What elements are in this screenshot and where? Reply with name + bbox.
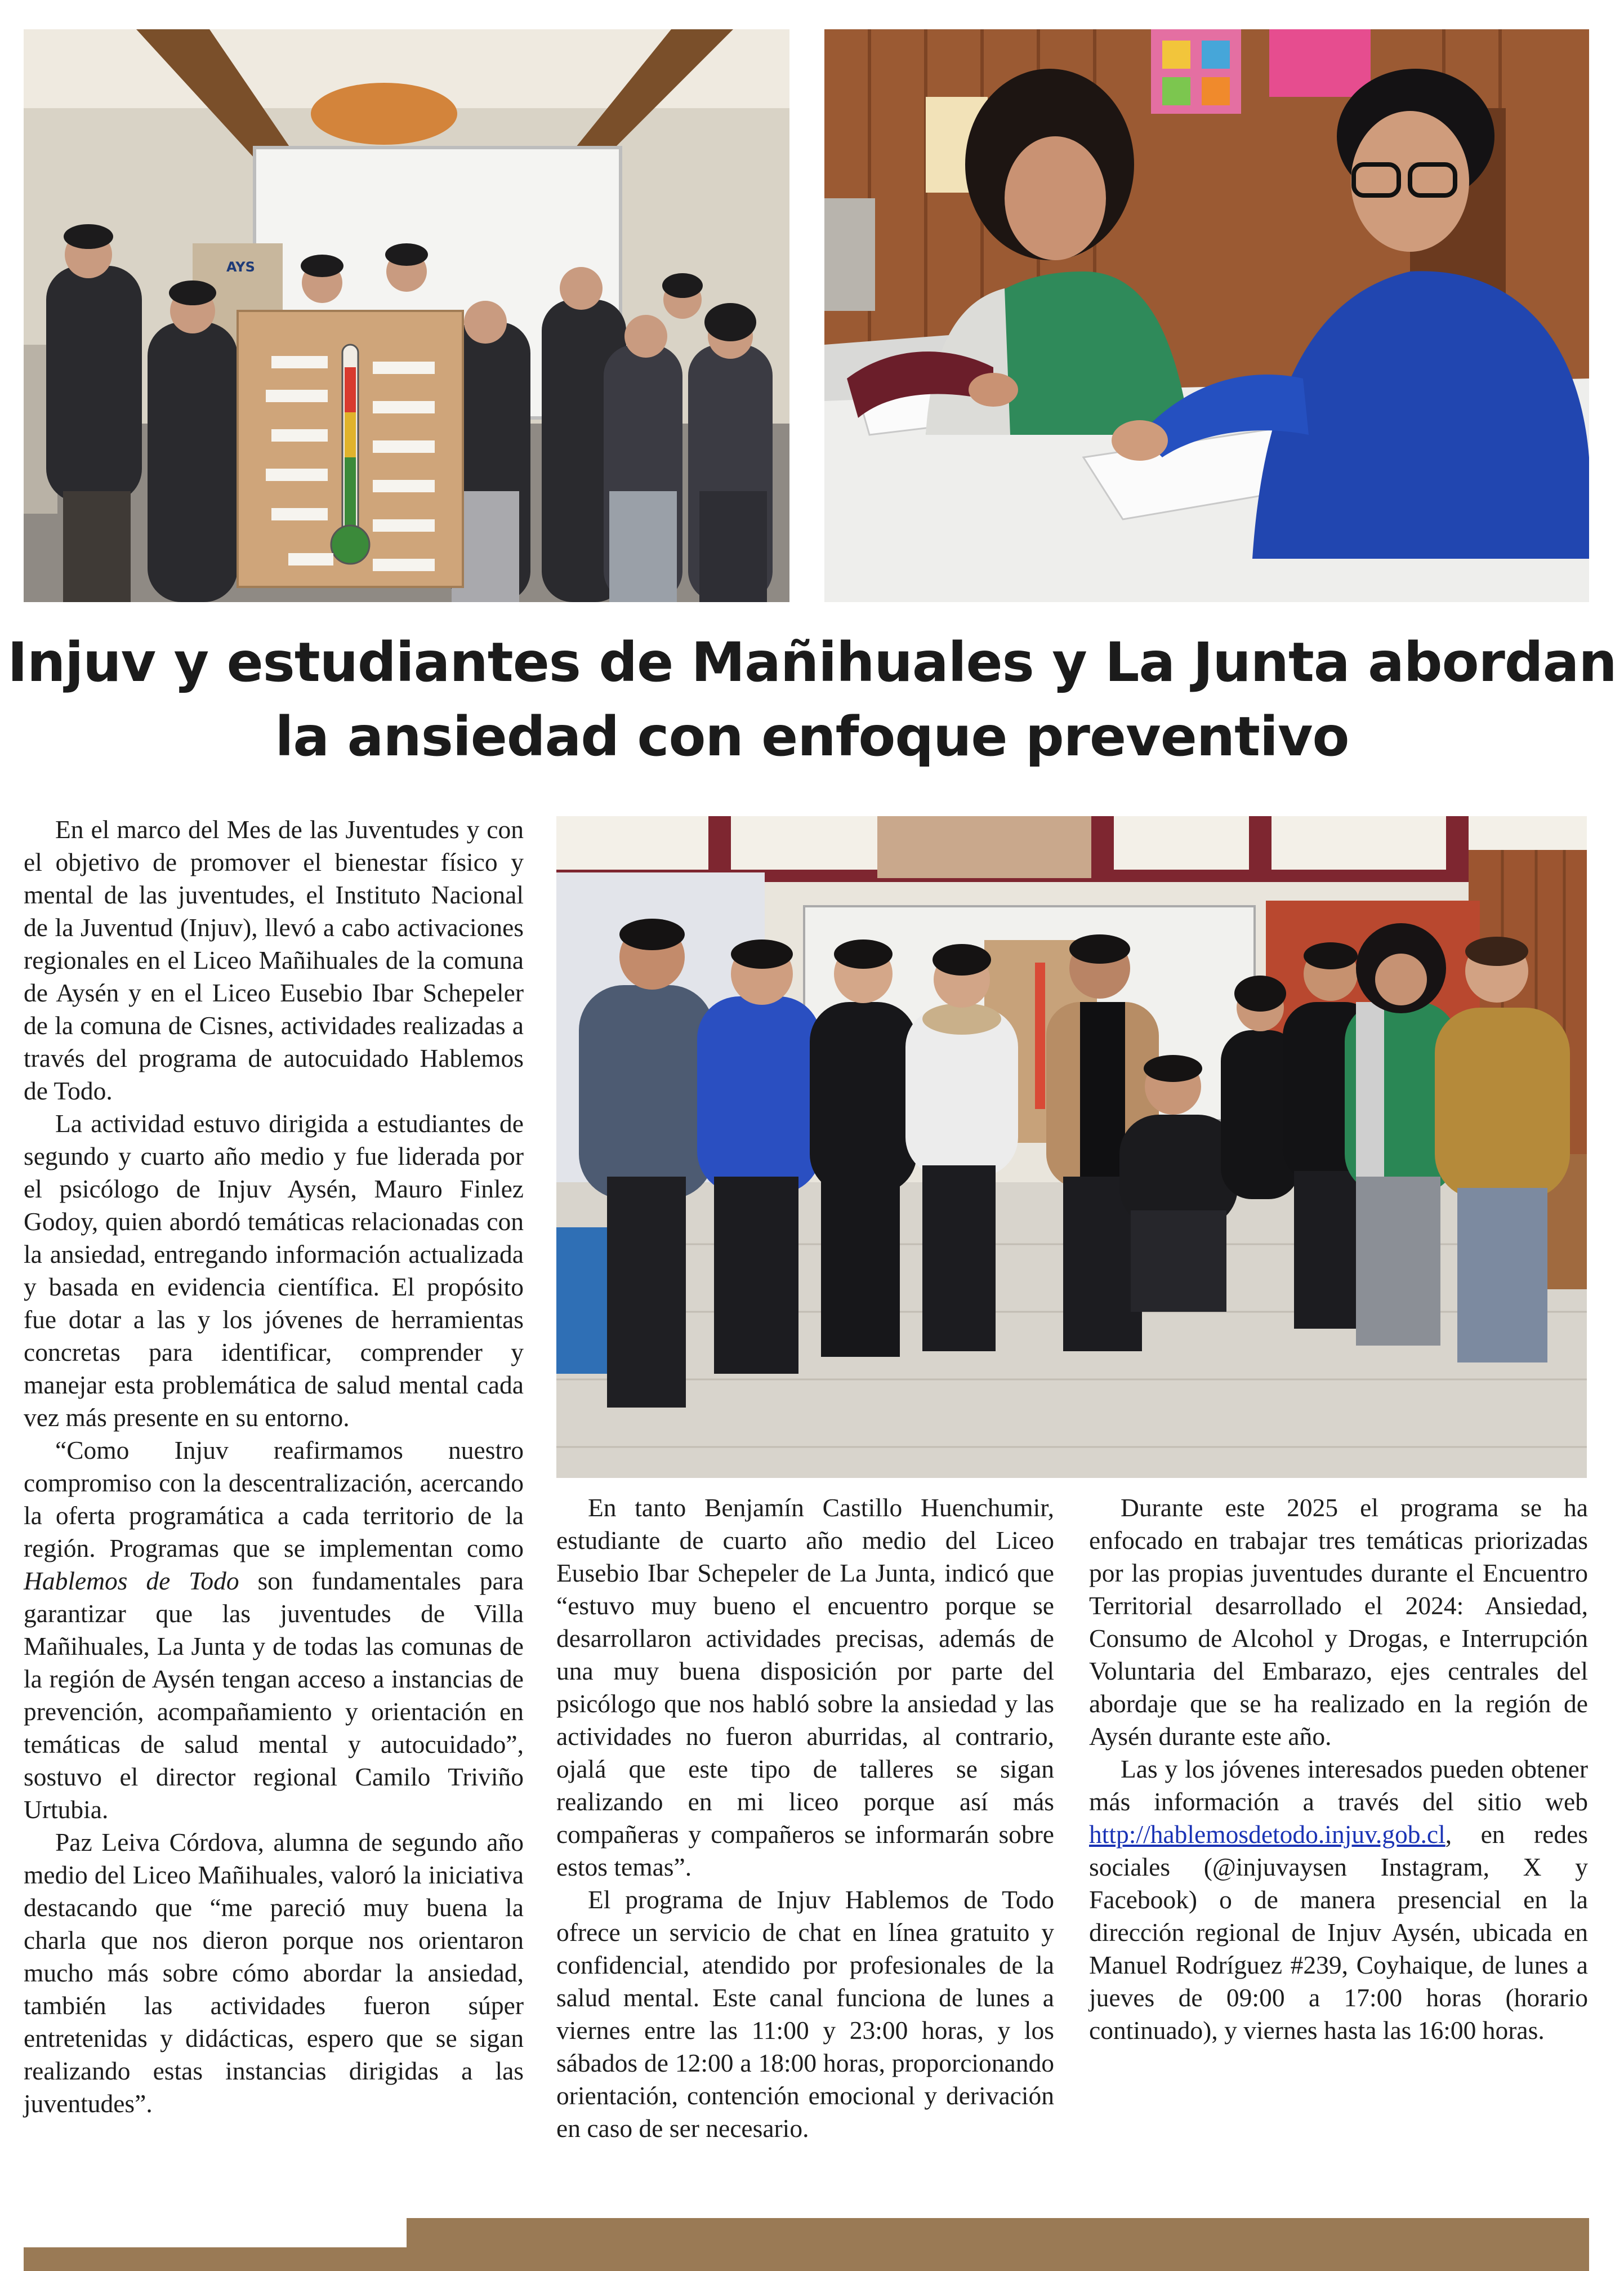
article-headline <box>0 625 1624 774</box>
headline-line-1: Injuv y estudiantes de Mañihuales y La Junta abordan <box>7 631 1617 694</box>
article-column-1 <box>24 813 524 2120</box>
photo-students-thermometer-poster <box>24 29 789 602</box>
paragraph-contact-info: Las y los jóvenes interesados pueden obtener más información a través del sitio web http://hablemosdetodo.injuv.gob.cl, en redes sociales (@injuvaysen Instagram, X y Facebook) o de manera presencial en la dirección regional de Injuv Aysén, ubicada en Manuel Rodríguez #239, Coyhaique, de lunes a jueves de 09:00 a 17:00 horas (horario continuado), y viernes hasta las 16:00 horas. <box>1089 1755 1588 2045</box>
paragraph: El programa de Injuv Hablemos de Todo ofrece un servicio de chat en línea gratuito y confidencial, atendido por profesionales de la salud mental. Este canal funciona de lunes a viernes entre las 11:00 y 23:00 horas, y los sábados de 12:00 a 18:00 horas, proporcionando orientación, contención emocional y derivación en caso de ser necesario. <box>556 1885 1054 2143</box>
sign-text: AYS <box>226 259 255 275</box>
paragraph-quote-director: “Como Injuv reafirmamos nuestro compromiso con la descentralización, acercando la oferta programática a cada territorio de la región. Programas que se implementan como Hablemos de Todo son fundamentales para garantizar que las juventudes de Villa Mañihuales, La Junta y de todas las comunas de la región de Aysén tengan acceso a instancias de prevención, acompañamiento y orientación en temáticas de salud mental y autocuidado”, sostuvo el director regional Camilo Triviño Urtubia. <box>24 1436 524 1824</box>
paragraph-quote-student: En tanto Benjamín Castillo Huenchumir, estudiante de cuarto año medio del Liceo Eusebio Ibar Schepeler de La Junta, indicó que “estuvo muy bueno el encuentro porque se desarrollaron actividades precisas, además de una muy buena disposición por parte del psicólogo que nos habló sobre la ansiedad y las actividades no fueron aburridas, al contrario, ojalá que este tipo de talleres se sigan realizando en mi liceo porque así más compañeras y compañeros se informarán sobre estos temas”. <box>556 1493 1054 1881</box>
paragraph: La actividad estuvo dirigida a estudiantes de segundo y cuarto año medio y fue liderada por el psicólogo de Injuv Aysén, Mauro Finlez Godoy, quien abordó temáticas relacionadas con la ansiedad, entregando información actualizada y basada en evidencia científica. El propósito fue dotar a las y los jóvenes de herramientas concretas para identificar, comprender y manejar esta problemática de salud mental cada vez más presente en su entorno. <box>24 1109 524 1432</box>
photo-students-writing <box>824 29 1589 602</box>
photo-group-classroom <box>556 816 1587 1478</box>
program-name-italic: Hablemos de Todo <box>24 1566 239 1595</box>
paragraph: Durante este 2025 el programa se ha enfocado en trabajar tres temáticas priorizadas por las propias juventudes durante el Encuentro Territorial desarrollado el 2024: Ansiedad, Consumo de Alcohol y Drogas, e Interrupción Voluntaria del Embarazo, ejes centrales del abordaje que se ha realizado en la región de Aysén durante este año. <box>1089 1493 1588 1751</box>
headline-line-2: la ansiedad con enfoque preventivo <box>275 705 1349 768</box>
article-column-2 <box>556 1491 1054 2145</box>
paragraph: En el marco del Mes de las Juventudes y con el objetivo de promover el bienestar físico y mental de las juventudes, el Instituto Nacional de la Juventud (Injuv), llevó a cabo activaciones regionales en el Liceo Mañihuales de la comuna de Aysén y en el Liceo Eusebio Ibar Schepeler de la comuna de Cisnes, actividades realizadas a través del programa de autocuidado Hablemos de Todo. <box>24 815 524 1105</box>
paragraph: Paz Leiva Córdova, alumna de segundo año medio del Liceo Mañihuales, valoró la iniciativa destacando que “me pareció muy buena la charla que nos dieron porque nos orientaron mucho más sobre cómo abordar la ansiedad, también las actividades fueron súper entretenidas y didácticas, espero que se sigan realizando estas instancias dirigidas a las juventudes”. <box>24 1828 524 2118</box>
website-link[interactable]: http://hablemosdetodo.injuv.gob.cl <box>1089 1820 1445 1849</box>
footer-decorative-bar <box>407 2218 1589 2271</box>
article-column-3 <box>1089 1491 1588 2047</box>
footer-decorative-bar-left <box>24 2247 418 2271</box>
